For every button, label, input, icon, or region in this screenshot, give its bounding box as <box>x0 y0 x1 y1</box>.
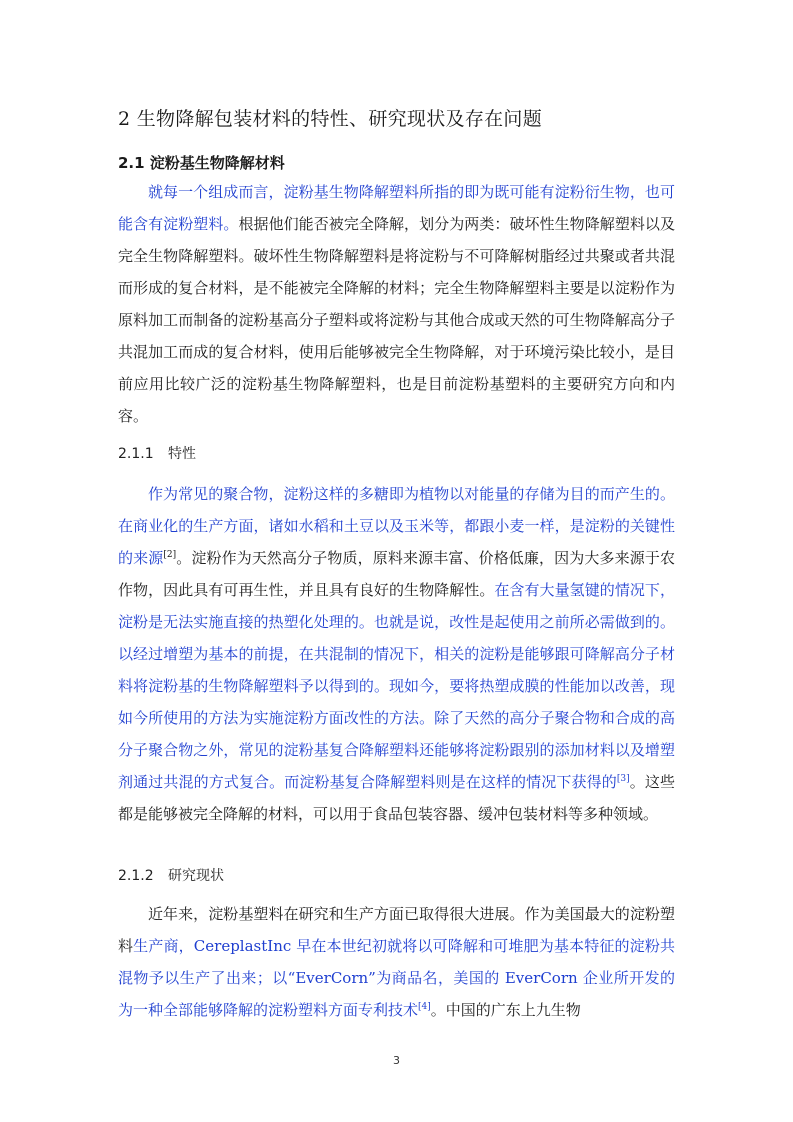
paragraph-research-status <box>118 898 675 1026</box>
body-text: 根据他们能否被完全降解，划分为两类：破坏性生物降解塑料以及完全生物降解塑料。破坏性生物降解塑料是将淀粉与不可降解树脂经过共聚或者共混而形成的复合材料，是不能被完全降解的材料；完全生物降解塑料主要是以淀粉作为原料加工而制备的淀粉基高分子塑料或将淀粉与其他合成或天然的可生物降解高分子共混加工而成的复合材料，使用后能够被完全生物降解，对于环境污染比较小，是目前应用比较广泛的淀粉基生物降解塑料，也是目前淀粉基塑料的主要研究方向和内容。 <box>118 215 675 425</box>
citation-ref: [2] <box>163 550 177 560</box>
heading-number: 2.1.1 <box>118 446 154 462</box>
body-text: 近年来，淀粉基塑料在研究和生产方面已取得很大进展。作为美国最大的淀粉塑料 <box>118 905 675 955</box>
highlighted-text: 作为常见的聚合物，淀粉这样的多糖即为植物以对能量的存储为目的而产生的。在商业化的生产方面，诸如水稻和土豆以及玉米等，都跟小麦一样，是淀粉的关键性的来源 <box>118 485 675 567</box>
citation-ref: [3] <box>616 774 630 784</box>
section-title: 2 生物降解包装材料的特性、研究现状及存在问题 <box>118 108 543 130</box>
body-text: 。淀粉作为天然高分子物质，原料来源丰富、价格低廉，因为大多来源于农作物，因此具有可再生性，并且具有良好的生物降解性。 <box>118 549 675 599</box>
subsubsection-heading-research <box>118 865 675 885</box>
highlighted-text: 生产商，CereplastInc 早在本世纪初就将以可降解和可堆肥为基本特征的淀粉共混物予以生产了出来；以“EverCorn”为商品名，美国的 EverCorn 企业所开发的为一种全部能够降解的淀粉塑料方面专利技术 <box>118 937 675 1019</box>
heading-number: 2.1.2 <box>118 868 154 884</box>
highlighted-text: 就每一个组成而言，淀粉基生物降解塑料所指的即为既可能有淀粉衍生物，也可能含有淀粉塑料。 <box>118 183 675 233</box>
subsection-title: 2.1 淀粉基生物降解材料 <box>118 154 285 172</box>
body-text: 。这些都是能够被完全降解的材料，可以用于食品包装容器、缓冲包装材料等多种领域。 <box>118 773 675 823</box>
heading-title: 特性 <box>168 446 196 462</box>
page-number: 3 <box>393 1054 400 1067</box>
subsubsection-heading-properties <box>118 443 675 463</box>
citation-ref: [4] <box>418 1002 431 1012</box>
heading-title: 研究现状 <box>168 868 224 884</box>
highlighted-text: 在含有大量氢键的情况下，淀粉是无法实施直接的热塑化处理的。也就是说，改性是起使用之前所必需做到的。以经过增塑为基本的前提，在共混制的情况下，相关的淀粉是能够跟可降解高分子材料将淀粉基的生物降解塑料予以得到的。现如今，要将热塑成膜的性能加以改善，现如今所使用的方法为实施淀粉方面改性的方法。除了天然的高分子聚合物和合成的高分子聚合物之外，常见的淀粉基复合降解塑料还能够将淀粉跟别的添加材料以及增塑剂通过共混的方式复合。而淀粉基复合降解塑料则是在这样的情况下获得的 <box>118 581 675 791</box>
paragraph-properties <box>118 478 675 830</box>
paragraph-starch-definition <box>118 176 675 432</box>
body-text: 。中国的广东上九生物 <box>430 1001 581 1019</box>
